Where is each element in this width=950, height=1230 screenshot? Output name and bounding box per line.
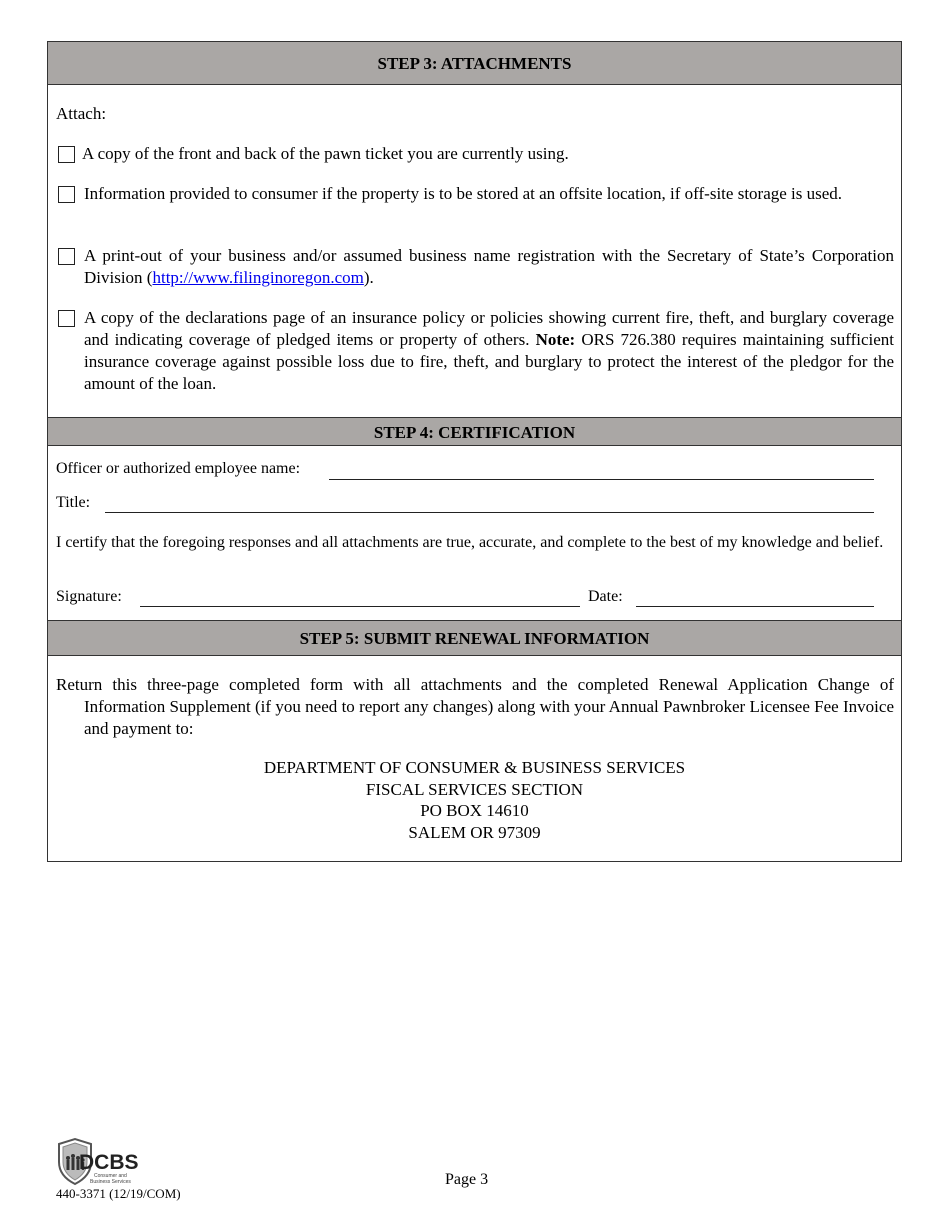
signature-label: Signature: (56, 588, 122, 605)
pawn-ticket-checkbox[interactable] (58, 146, 75, 163)
certification-statement: I certify that the foregoing responses and all attachments are true, accurate, and complete to the best of my knowledge and belief. (56, 534, 884, 551)
logo-subtext-2: Business Services (90, 1179, 131, 1185)
attachment-item-text: Information provided to consumer if the property is to be stored at an offsite location, if off-site storage is used. (84, 184, 843, 203)
logo-text: DCBS (79, 1151, 139, 1174)
attachment-item-offsite-storage (56, 183, 894, 205)
registration-text-end: ). (363, 268, 374, 287)
attachment-item-text (84, 245, 894, 289)
attachment-item-insurance (56, 307, 894, 395)
insurance-checkbox[interactable] (58, 310, 75, 327)
attachment-item-pawn-ticket (56, 143, 894, 165)
date-label: Date: (588, 588, 623, 605)
business-registration-checkbox[interactable] (58, 248, 75, 265)
registration-text: A print-out of your business and/or assumed business name registration with the Secretary of State’s Corporation Division ( (84, 246, 894, 287)
mailing-address (48, 757, 901, 843)
address-line-pobox: PO BOX 14610 (420, 801, 529, 820)
attachment-item-text (84, 307, 894, 395)
attachment-item-business-registration (56, 245, 894, 289)
step3-header: STEP 3: ATTACHMENTS (48, 42, 901, 85)
step4-certification-section (47, 417, 902, 621)
officer-name-field[interactable] (329, 479, 874, 480)
note-text: ORS 726.380 requires maintaining sufficient insurance coverage against possible loss due to fire, theft, and burglary to protect the interest of the pledgor for the amount of the loan. (84, 330, 894, 393)
form-number: 440-3371 (12/19/COM) (56, 1186, 181, 1201)
step5-submit-section (47, 620, 902, 862)
step4-header: STEP 4: CERTIFICATION (48, 417, 901, 446)
date-field[interactable] (636, 606, 874, 607)
insurance-text: A copy of the declarations page of an insurance policy or policies showing current fire, theft, and burglary coverage and indicating coverage of pledged items or property of others. (84, 308, 894, 349)
dcbs-shield-icon (57, 1138, 139, 1186)
officer-name-label: Officer or authorized employee name: (56, 460, 301, 477)
logo-subtext-1: Consumer and (94, 1173, 127, 1179)
return-instructions: Return this three-page completed form with all attachments and the completed Renewal Application Change of Information Supplement (if you need to report any changes) along with your Annual Pawnbroker Licensee Fee Invoice and payment to: (56, 675, 894, 738)
offsite-storage-checkbox[interactable] (58, 186, 75, 203)
attach-label: Attach: (56, 104, 107, 123)
title-label: Title: (56, 494, 91, 511)
page-number: Page 3 (445, 1171, 489, 1188)
note-label: Note: (535, 330, 576, 349)
step5-header: STEP 5: SUBMIT RENEWAL INFORMATION (48, 621, 901, 656)
filinginoregon-link[interactable]: http://www.filinginoregon.com (152, 268, 364, 287)
step3-attachments-section (47, 41, 902, 418)
signature-field[interactable] (140, 606, 580, 607)
address-line-section: FISCAL SERVICES SECTION (365, 779, 584, 799)
address-line-city: SALEM OR 97309 (408, 822, 541, 842)
address-line-department: DEPARTMENT OF CONSUMER & BUSINESS SERVICES (263, 758, 686, 777)
title-field[interactable] (105, 512, 874, 513)
attachment-item-text: A copy of the front and back of the pawn ticket you are currently using. (82, 144, 569, 163)
dcbs-logo (57, 1138, 139, 1186)
